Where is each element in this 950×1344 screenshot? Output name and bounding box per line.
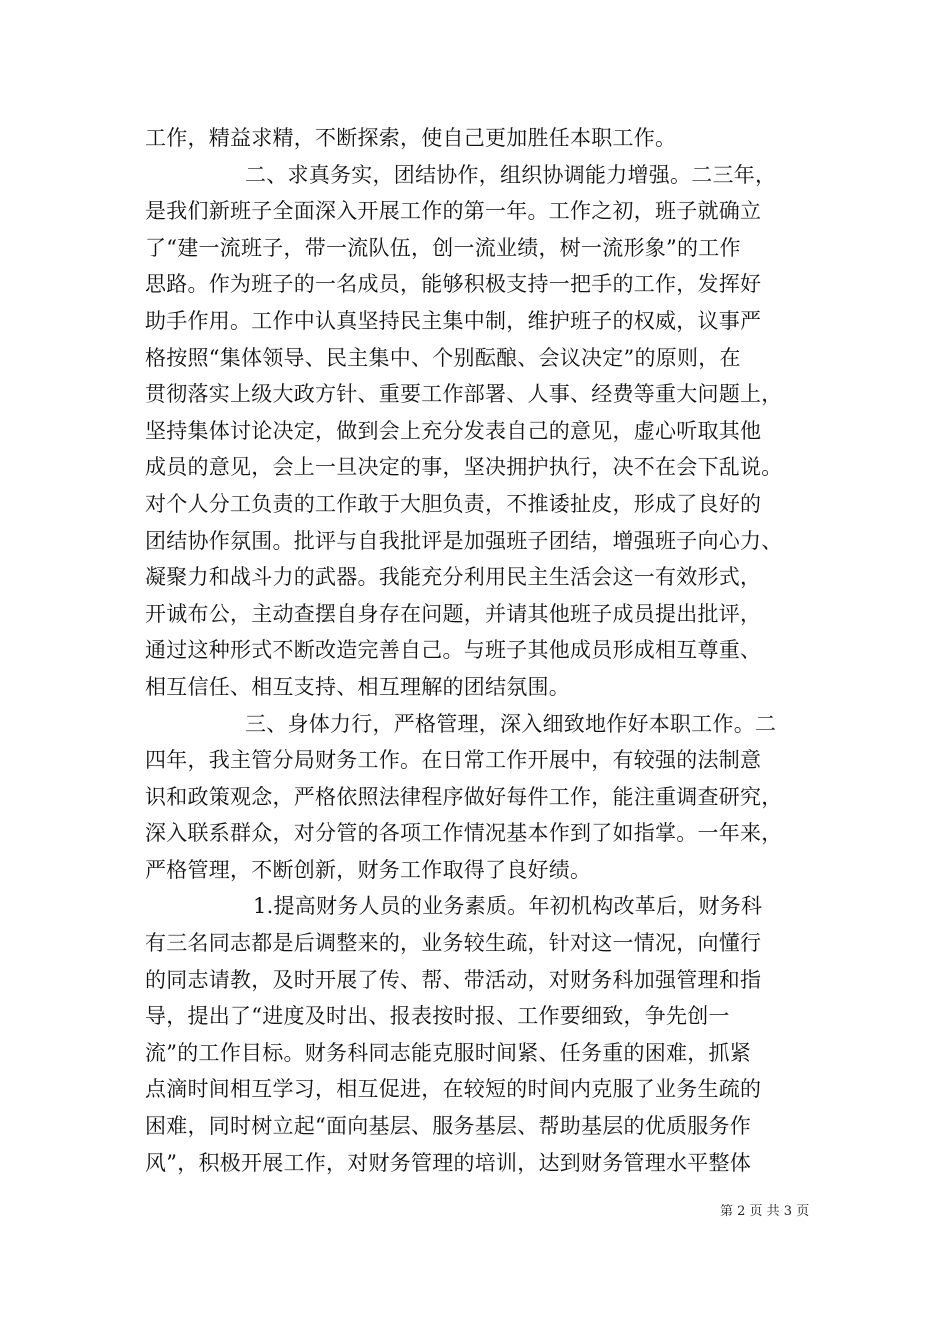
text-line: 坚持集体讨论决定，做到会上充分发表自己的意见，虚心听取其他 [145, 418, 762, 443]
text-line: 流”的工作目标。财务科同志能克服时间紧、任务重的困难，抓紧 [145, 1040, 751, 1065]
text-line: 了“建一流班子，带一流队伍，创一流业绩，树一流形象”的工作 [145, 235, 741, 260]
text-line: 相互信任、相互支持、相互理解的团结氛围。 [145, 674, 570, 699]
section-heading-line: 三、身体力行，严格管理，深入细致地作好本职工作。二 [245, 711, 777, 736]
text-line: 格按照“集体领导、民主集中、个别酝酿、会议决定”的原则，在 [145, 345, 741, 370]
text-line: 点滴时间相互学习，相互促进，在较短的时间内克服了业务生疏的 [145, 1077, 762, 1102]
text-line: 的同志请教，及时开展了传、帮、带活动，对财务科加强管理和指 [145, 967, 762, 992]
body-text [145, 120, 810, 1181]
text-line: 助手作用。工作中认真坚持民主集中制，维护班子的权威，议事严 [145, 308, 762, 333]
text-line: 思路。作为班子的一名成员，能够积极支持一把手的工作，发挥好 [145, 272, 762, 297]
text-line: 风”，积极开展工作，对财务管理的培训，达到财务管理水平整体 [145, 1150, 751, 1175]
text-line: 深入联系群众，对分管的各项工作情况基本作到了如指掌。一年来， [145, 821, 783, 846]
text-line: 严格管理，不断创新，财务工作取得了良好绩。 [145, 857, 592, 882]
section-heading-line: 二、求真务实，团结协作，组织协调能力增强。二三年， [245, 162, 777, 187]
page-number-footer: 第 2 页 共 3 页 [720, 1204, 810, 1219]
text-line: 是我们新班子全面深入开展工作的第一年。工作之初，班子就确立 [145, 199, 762, 224]
text-line: 开诚布公，主动查摆自身存在问题，并请其他班子成员提出批评， [145, 601, 762, 626]
text-line: 团结协作氛围。批评与自我批评是加强班子团结，增强班子向心力、 [145, 528, 783, 553]
text-line: 识和政策观念，严格依照法律程序做好每件工作，能注重调查研究， [145, 784, 783, 809]
subsection-heading-line: 1.提高财务人员的业务素质。年初机构改革后，财务科 [253, 894, 763, 919]
text-line: 对个人分工负责的工作敢于大胆负责，不推诿扯皮，形成了良好的 [145, 491, 762, 516]
text-line: 四年，我主管分局财务工作。在日常工作开展中，有较强的法制意 [145, 748, 762, 773]
text-line: 通过这种形式不断改造完善自己。与班子其他成员形成相互尊重、 [145, 638, 762, 663]
text-line: 工作，精益求精，不断探索，使自己更加胜任本职工作。 [145, 126, 677, 150]
text-line: 导，提出了“进度及时出、报表按时报、工作要细致，争先创一 [145, 1004, 730, 1029]
text-line: 成员的意见，会上一旦决定的事，坚决拥护执行，决不在会下乱说。 [145, 455, 783, 480]
text-line: 凝聚力和战斗力的武器。我能充分利用民主生活会这一有效形式， [145, 565, 762, 590]
text-line: 有三名同志都是后调整来的，业务较生疏，针对这一情况，向懂行 [145, 931, 762, 956]
text-line: 困难，同时树立起“面向基层、服务基层、帮助基层的优质服务作 [145, 1114, 751, 1139]
text-line: 贯彻落实上级大政方针、重要工作部署、人事、经费等重大问题上， [145, 382, 783, 407]
